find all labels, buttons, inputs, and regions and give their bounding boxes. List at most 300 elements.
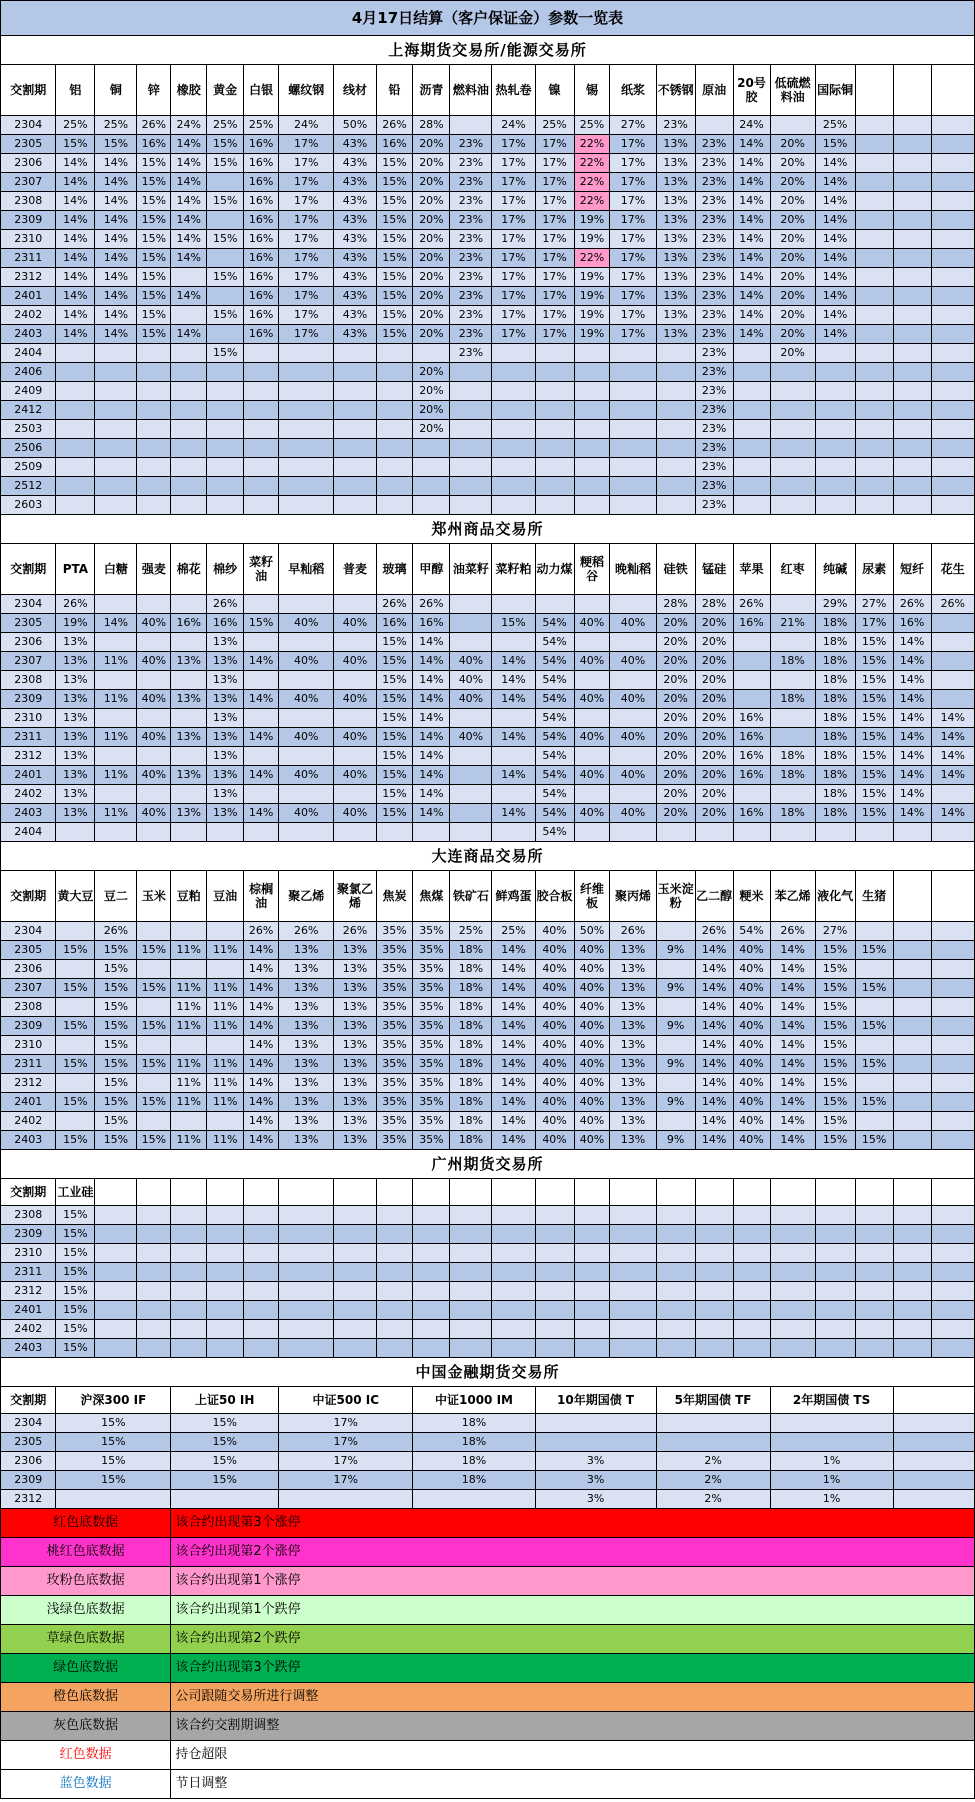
margin-cell [893,211,931,230]
column-header: 玉米 [137,871,171,922]
margin-cell: 14% [695,1074,733,1093]
margin-cell [931,363,974,382]
column-header: 橡胶 [171,65,207,116]
margin-cell [492,477,535,496]
column-header [855,1179,893,1206]
margin-cell: 54% [535,823,574,842]
margin-cell: 20% [695,614,733,633]
margin-cell [574,785,610,804]
margin-cell [815,1244,855,1263]
margin-cell: 40% [733,941,770,960]
margin-cell [733,363,770,382]
margin-cell [207,1282,244,1301]
margin-cell [137,1112,171,1131]
margin-cell: 14% [95,614,137,633]
margin-cell: 20% [656,728,695,747]
legend-label: 红色底数据 [1,1509,171,1538]
margin-cell: 13% [207,728,244,747]
margin-cell: 14% [733,211,770,230]
margin-cell: 18% [450,979,492,998]
margin-cell [334,344,376,363]
margin-cell: 13% [207,785,244,804]
contract-period-cell: 2406 [1,363,56,382]
margin-cell [695,1320,733,1339]
contract-period-cell: 2311 [1,1055,56,1074]
column-header: 交割期 [1,65,56,116]
margin-cell [413,439,450,458]
margin-cell: 14% [413,633,450,652]
margin-cell: 43% [334,173,376,192]
margin-cell: 11% [171,941,207,960]
margin-cell [279,477,334,496]
margin-cell: 14% [413,766,450,785]
margin-cell: 14% [695,998,733,1017]
margin-cell: 18% [815,766,855,785]
margin-cell [171,382,207,401]
margin-cell [733,1244,770,1263]
table-row [1,922,975,941]
margin-cell: 40% [733,1036,770,1055]
margin-cell: 17% [610,325,656,344]
margin-cell: 40% [610,728,656,747]
margin-cell [244,747,279,766]
margin-cell: 17% [279,1452,413,1471]
margin-cell: 23% [695,268,733,287]
legend-row [1,1741,975,1770]
margin-cell: 3% [535,1452,656,1471]
margin-cell: 15% [95,1112,137,1131]
margin-cell: 40% [535,922,574,941]
column-header: 沪深300 IF [56,1387,171,1414]
margin-cell [855,230,893,249]
column-header [574,1179,610,1206]
margin-cell: 54% [535,709,574,728]
table-row [1,1036,975,1055]
margin-cell [610,1244,656,1263]
margin-cell: 14% [56,211,95,230]
column-header: 镍 [535,65,574,116]
margin-cell: 14% [733,173,770,192]
margin-cell: 20% [695,671,733,690]
margin-cell: 14% [171,211,207,230]
margin-cell [279,1225,334,1244]
section-title-row [1,36,975,65]
margin-cell [535,477,574,496]
margin-cell [137,1320,171,1339]
column-header [535,1179,574,1206]
margin-cell [492,1263,535,1282]
column-header: 20号胶 [733,65,770,116]
margin-cell: 13% [279,1074,334,1093]
column-header: 聚乙烯 [279,871,334,922]
margin-cell [656,1433,770,1452]
margin-cell: 15% [492,614,535,633]
margin-cell: 15% [95,1093,137,1112]
margin-cell: 13% [279,960,334,979]
margin-cell [450,709,492,728]
margin-cell [137,1244,171,1263]
margin-cell [535,382,574,401]
margin-cell: 11% [207,1055,244,1074]
margin-cell [376,477,413,496]
margin-cell [171,1282,207,1301]
margin-cell: 14% [492,1055,535,1074]
margin-cell [695,1206,733,1225]
margin-cell [893,477,931,496]
margin-cell [815,1301,855,1320]
margin-cell [931,173,974,192]
contract-period-cell: 2309 [1,1225,56,1244]
margin-cell: 14% [171,135,207,154]
margin-cell: 16% [244,306,279,325]
margin-cell: 15% [855,633,893,652]
margin-cell [574,439,610,458]
margin-cell [137,1225,171,1244]
margin-cell: 15% [376,633,413,652]
legend-description: 该合约出现第3个涨停 [171,1509,975,1538]
margin-cell: 40% [535,960,574,979]
margin-cell: 16% [244,249,279,268]
margin-cell: 40% [279,728,334,747]
margin-cell [815,363,855,382]
margin-cell [656,1225,695,1244]
margin-cell: 23% [450,344,492,363]
margin-cell [450,1320,492,1339]
margin-cell: 15% [56,1263,95,1282]
margin-cell [171,344,207,363]
margin-cell [244,344,279,363]
margin-cell: 18% [450,1112,492,1131]
margin-cell: 14% [56,306,95,325]
margin-cell [610,496,656,515]
margin-cell [770,595,815,614]
margin-cell [855,439,893,458]
margin-cell [733,1263,770,1282]
margin-cell: 16% [244,211,279,230]
margin-cell: 40% [574,804,610,823]
column-header: 苹果 [733,544,770,595]
margin-cell: 15% [207,344,244,363]
column-header: 中证500 IC [279,1387,413,1414]
margin-cell: 17% [279,1414,413,1433]
margin-cell: 40% [535,1131,574,1150]
margin-cell [279,401,334,420]
margin-cell [413,1225,450,1244]
margin-cell [137,747,171,766]
margin-cell: 25% [492,922,535,941]
margin-cell: 43% [334,192,376,211]
margin-cell [656,496,695,515]
column-header [334,1179,376,1206]
margin-cell [656,1112,695,1131]
contract-period-cell: 2306 [1,633,56,652]
margin-cell [815,344,855,363]
margin-cell [279,709,334,728]
margin-cell: 54% [535,785,574,804]
margin-cell: 15% [56,1225,95,1244]
margin-cell [610,382,656,401]
margin-cell: 20% [413,154,450,173]
margin-cell [279,1206,334,1225]
margin-cell: 17% [279,287,334,306]
margin-cell: 15% [56,1093,95,1112]
contract-period-cell: 2309 [1,211,56,230]
margin-cell: 1% [770,1471,893,1490]
margin-cell [770,1301,815,1320]
margin-cell [137,960,171,979]
table-row [1,249,975,268]
margin-cell: 11% [171,979,207,998]
margin-cell [95,633,137,652]
margin-cell [610,1320,656,1339]
margin-cell [815,1206,855,1225]
margin-cell: 35% [413,1112,450,1131]
column-header: PTA [56,544,95,595]
column-header: 交割期 [1,1179,56,1206]
margin-cell: 14% [695,979,733,998]
margin-cell [893,116,931,135]
column-header: 黄金 [207,65,244,116]
margin-cell [492,633,535,652]
margin-cell: 14% [492,979,535,998]
margin-cell: 17% [279,249,334,268]
margin-cell: 13% [171,804,207,823]
margin-cell [893,1244,931,1263]
margin-cell: 17% [535,154,574,173]
margin-cell [413,496,450,515]
margin-cell [450,1206,492,1225]
margin-cell: 23% [695,306,733,325]
margin-cell: 23% [450,230,492,249]
margin-cell: 14% [695,960,733,979]
margin-cell [893,1339,931,1358]
margin-cell: 23% [695,249,733,268]
margin-cell: 20% [656,671,695,690]
margin-cell [376,344,413,363]
table-row [1,420,975,439]
margin-cell [893,1414,974,1433]
margin-cell: 14% [95,306,137,325]
margin-cell [656,439,695,458]
margin-cell: 16% [244,325,279,344]
margin-cell: 20% [770,154,815,173]
margin-cell: 40% [733,979,770,998]
margin-cell: 13% [334,960,376,979]
margin-cell: 18% [770,747,815,766]
margin-cell [893,1055,931,1074]
margin-cell [733,1206,770,1225]
table-row [1,1263,975,1282]
margin-cell: 54% [733,922,770,941]
margin-cell: 2% [656,1452,770,1471]
margin-cell: 15% [855,766,893,785]
contract-period-cell: 2309 [1,1017,56,1036]
margin-cell [574,1206,610,1225]
margin-cell [574,477,610,496]
margin-cell: 14% [244,1036,279,1055]
margin-cell [931,1225,974,1244]
margin-cell [492,420,535,439]
column-header [893,1179,931,1206]
margin-cell [492,1320,535,1339]
margin-cell: 20% [413,135,450,154]
margin-cell: 26% [770,922,815,941]
margin-cell [893,823,931,842]
legend-label: 灰色底数据 [1,1712,171,1741]
margin-cell [413,1282,450,1301]
margin-cell: 26% [610,922,656,941]
margin-cell [413,344,450,363]
margin-cell: 23% [695,401,733,420]
margin-cell: 20% [695,709,733,728]
margin-cell [893,496,931,515]
margin-cell [931,1093,974,1112]
margin-cell: 11% [171,1131,207,1150]
margin-cell: 17% [279,173,334,192]
margin-cell: 23% [695,154,733,173]
margin-cell: 14% [492,941,535,960]
contract-period-cell: 2304 [1,116,56,135]
margin-cell: 20% [695,690,733,709]
margin-cell: 14% [770,1055,815,1074]
margin-cell: 20% [656,785,695,804]
margin-cell: 15% [95,135,137,154]
margin-cell [171,823,207,842]
margin-cell: 23% [695,173,733,192]
contract-period-cell: 2512 [1,477,56,496]
contract-period-cell: 2306 [1,960,56,979]
margin-cell [656,1320,695,1339]
margin-cell: 18% [450,998,492,1017]
margin-cell: 15% [376,766,413,785]
margin-cell [171,1225,207,1244]
margin-cell [56,1074,95,1093]
margin-cell: 40% [137,690,171,709]
contract-period-cell: 2404 [1,823,56,842]
margin-cell [931,998,974,1017]
margin-cell [610,420,656,439]
margin-cell [244,401,279,420]
margin-cell: 18% [815,728,855,747]
margin-cell: 23% [450,287,492,306]
margin-cell: 40% [733,1074,770,1093]
column-header: 白银 [244,65,279,116]
margin-cell: 26% [376,595,413,614]
margin-cell: 43% [334,306,376,325]
margin-cell [893,960,931,979]
margin-cell: 15% [815,1055,855,1074]
margin-cell [244,1282,279,1301]
margin-cell: 14% [733,325,770,344]
column-header: 粳米 [733,871,770,922]
margin-cell: 17% [535,287,574,306]
margin-cell [574,458,610,477]
margin-cell: 14% [171,230,207,249]
margin-cell: 43% [334,135,376,154]
margin-cell: 14% [893,804,931,823]
margin-cell: 11% [95,652,137,671]
column-header [492,1179,535,1206]
legend-row [1,1625,975,1654]
margin-cell [450,420,492,439]
margin-cell [855,823,893,842]
margin-cell: 13% [56,709,95,728]
margin-cell: 40% [574,614,610,633]
margin-cell: 13% [279,998,334,1017]
margin-cell: 35% [413,941,450,960]
margin-cell [95,458,137,477]
margin-cell: 25% [574,116,610,135]
margin-cell [770,1225,815,1244]
margin-cell: 18% [413,1414,535,1433]
margin-cell [610,1339,656,1358]
margin-cell: 23% [695,458,733,477]
column-header: 棉花 [171,544,207,595]
margin-cell: 26% [279,922,334,941]
margin-cell [855,960,893,979]
margin-cell [376,401,413,420]
margin-cell [931,268,974,287]
margin-cell: 14% [244,998,279,1017]
margin-cell [855,1282,893,1301]
margin-cell: 13% [56,747,95,766]
margin-cell [815,458,855,477]
margin-cell: 15% [95,998,137,1017]
margin-cell [733,420,770,439]
margin-cell: 18% [450,1055,492,1074]
margin-cell: 17% [610,211,656,230]
margin-cell: 13% [279,1112,334,1131]
margin-cell [376,363,413,382]
margin-cell: 14% [413,652,450,671]
column-header: 燃料油 [450,65,492,116]
margin-cell [574,1244,610,1263]
margin-cell: 22% [574,135,610,154]
margin-cell [931,458,974,477]
margin-cell [815,496,855,515]
margin-cell [244,823,279,842]
margin-cell [137,382,171,401]
margin-cell [413,1301,450,1320]
margin-cell [770,1433,893,1452]
table-row [1,1131,975,1150]
margin-cell: 14% [171,249,207,268]
legend-description: 持仓超限 [171,1741,975,1770]
table-row [1,1320,975,1339]
margin-cell [733,633,770,652]
margin-cell: 3% [535,1490,656,1509]
margin-cell: 17% [535,306,574,325]
margin-cell: 13% [207,671,244,690]
margin-cell: 23% [695,135,733,154]
margin-cell: 11% [95,766,137,785]
contract-period-cell: 2305 [1,135,56,154]
margin-cell [95,785,137,804]
margin-cell: 40% [137,766,171,785]
margin-cell [376,1339,413,1358]
margin-cell [574,401,610,420]
margin-cell [171,960,207,979]
page-title: 4月17日结算（客户保证金）参数一览表 [1,1,975,36]
contract-period-cell: 2401 [1,1093,56,1112]
margin-cell [171,306,207,325]
legend-row [1,1509,975,1538]
margin-cell [893,1112,931,1131]
table-row [1,671,975,690]
legend-row [1,1567,975,1596]
margin-cell: 15% [376,230,413,249]
margin-cell: 23% [450,135,492,154]
